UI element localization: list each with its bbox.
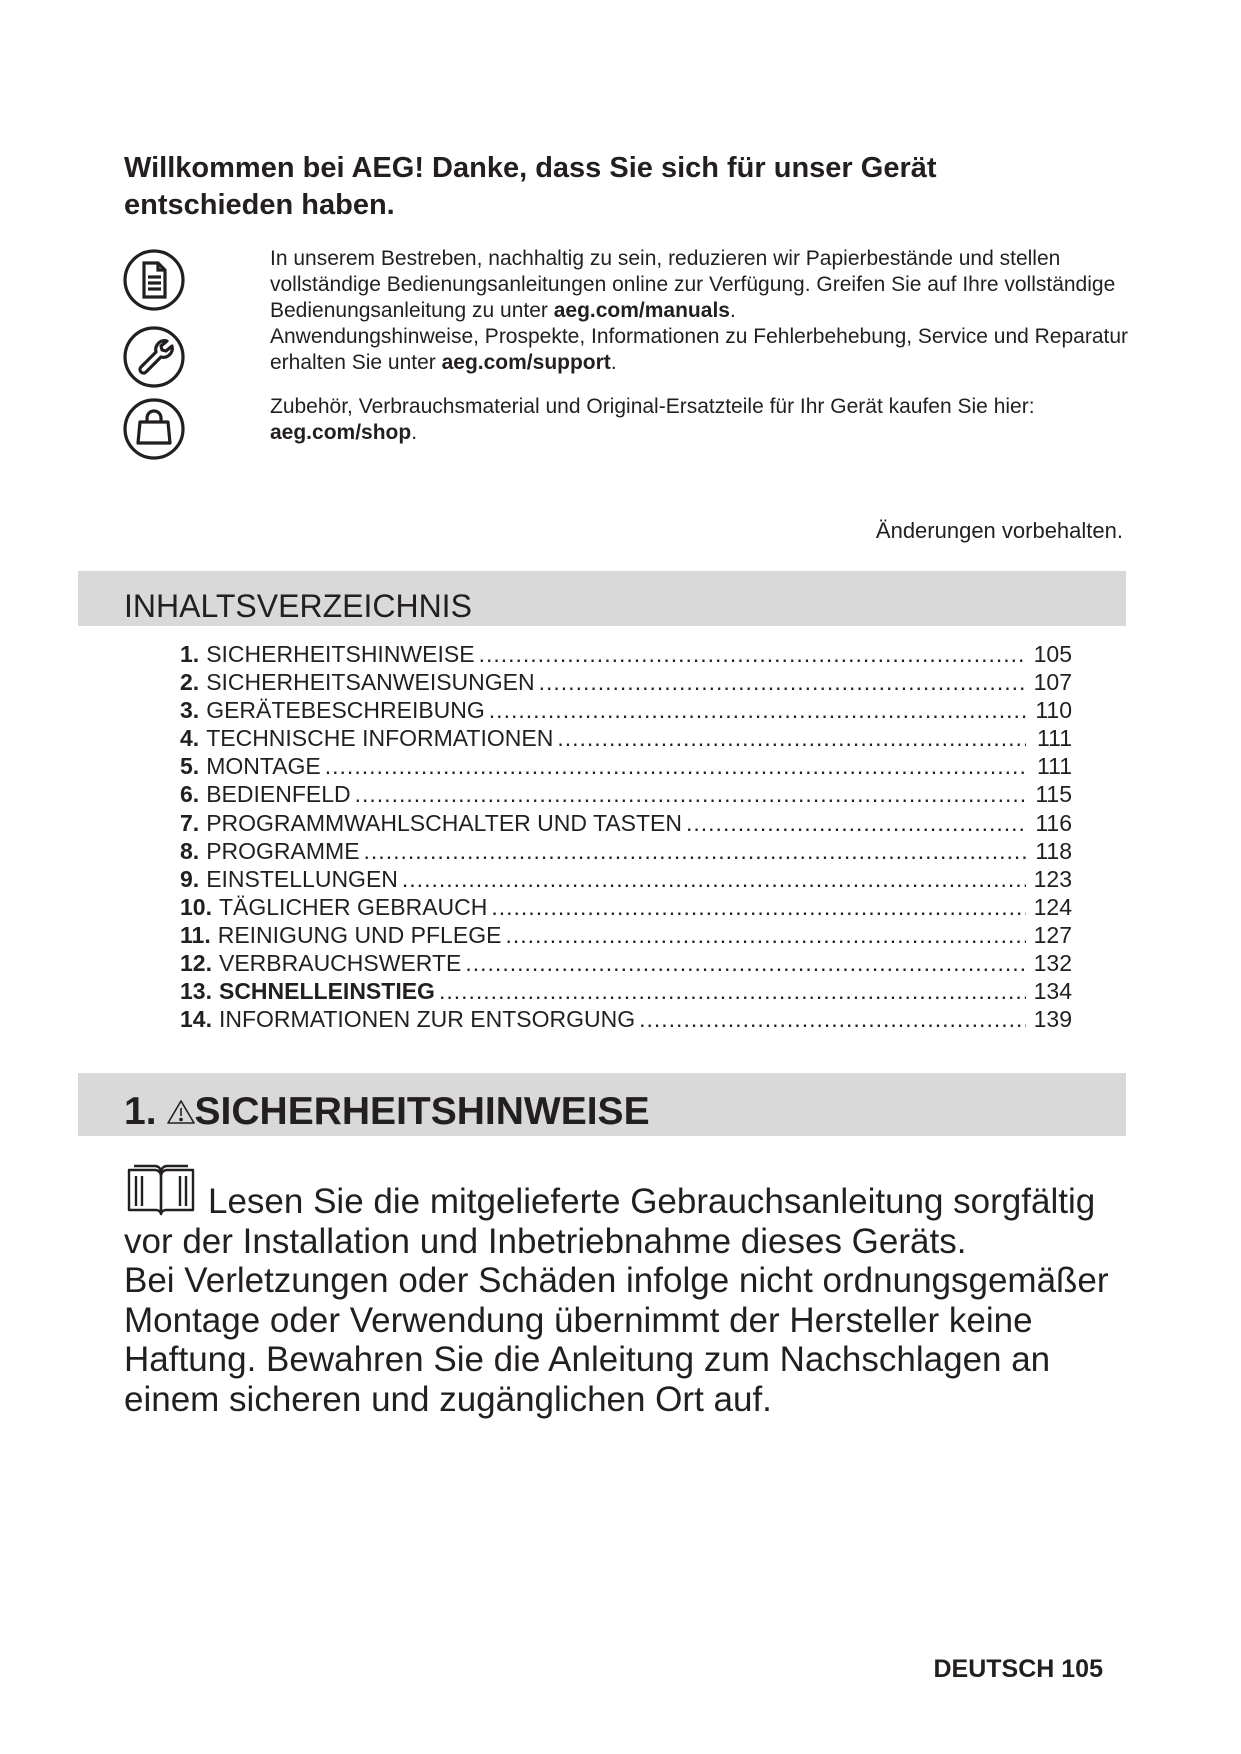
toc-item[interactable]: 12. VERBRAUCHSWERTE ..... 132 — [180, 949, 1072, 977]
toc-item[interactable]: 10. TÄGLICHER GEBRAUCH ..... 124 — [180, 893, 1072, 921]
toc-item[interactable]: 1. SICHERHEITSHINWEISE ..... 105 — [180, 640, 1072, 668]
shop-info: Zubehör, Verbrauchsmaterial und Original-Ersatzteile für Ihr Gerät kaufen Sie hier: aeg.com/shop. — [270, 395, 1035, 444]
wrench-icon — [122, 325, 186, 389]
toc-item[interactable]: 14. INFORMATIONEN ZUR ENTSORGUNG ..... 139 — [180, 1005, 1072, 1033]
toc-item[interactable]: 3. GERÄTEBESCHREIBUNG ..... 110 — [180, 696, 1072, 724]
warning-icon — [167, 1099, 195, 1125]
toc-list — [180, 640, 1072, 1033]
toc-item[interactable]: 7. PROGRAMMWAHLSCHALTER UND TASTEN ..... 116 — [180, 809, 1072, 837]
changes-note: Änderungen vorbehalten. — [875, 518, 1123, 543]
shopping-bag-icon — [122, 397, 186, 461]
welcome-title: Willkommen bei AEG! Danke, dass Sie sich für unser Gerät entschieden haben. — [124, 152, 937, 221]
toc-item[interactable]: 9. EINSTELLUNGEN ..... 123 — [180, 865, 1072, 893]
toc-item[interactable]: 2. SICHERHEITSANWEISUNGEN ..... 107 — [180, 668, 1072, 696]
support-info: Anwendungshinweise, Prospekte, Informationen zu Fehlerbehebung, Service und Reparatur erhalten Sie unter aeg.com/support. — [270, 325, 1129, 374]
page-footer: DEUTSCH 105 — [933, 1655, 1103, 1683]
toc-item[interactable]: 11. REINIGUNG UND PFLEGE ..... 127 — [180, 921, 1072, 949]
section-heading — [124, 1088, 650, 1136]
section-title: SICHERHEITSHINWEISE — [194, 1090, 650, 1133]
toc-item[interactable]: 5. MONTAGE ..... 111 — [180, 752, 1072, 780]
toc-item[interactable]: 8. PROGRAMME ..... 118 — [180, 837, 1072, 865]
support-link[interactable]: aeg.com/support — [441, 351, 611, 374]
shop-link[interactable]: aeg.com/shop — [270, 421, 412, 444]
manuals-info: In unserem Bestreben, nachhaltig zu sein, reduzieren wir Papierbestände und stellen vollständige Bedienungsanleitungen online zur Verfügung. Greifen Sie auf Ihre vollständige Bedienungsanleitung zu unter aeg.com/manuals. — [270, 247, 1116, 322]
safety-text — [124, 1182, 1124, 1419]
toc-item[interactable]: 6. BEDIENFELD ..... 115 — [180, 780, 1072, 808]
safety-paragraph-1: Lesen Sie die mitgelieferte Gebrauchsanleitung sorgfältig vor der Installation und Inbetriebnahme dieses Geräts. — [124, 1182, 1096, 1261]
document-icon — [122, 248, 186, 312]
manuals-link[interactable]: aeg.com/manuals — [553, 299, 730, 322]
toc-item[interactable]: 4. TECHNISCHE INFORMATIONEN ..... 111 — [180, 724, 1072, 752]
section-number: 1. — [124, 1090, 157, 1133]
toc-item[interactable]: 13. SCHNELLEINSTIEG ..... 134 — [180, 977, 1072, 1005]
toc-title: INHALTSVERZEICHNIS — [124, 588, 472, 624]
safety-paragraph-2: Bei Verletzungen oder Schäden infolge nicht ordnungsgemäßer Montage oder Verwendung übernimmt der Hersteller keine Haftung. Bewahren Sie die Anleitung zum Nachschlagen an einem sicheren und zugänglichen Ort auf. — [124, 1261, 1109, 1419]
